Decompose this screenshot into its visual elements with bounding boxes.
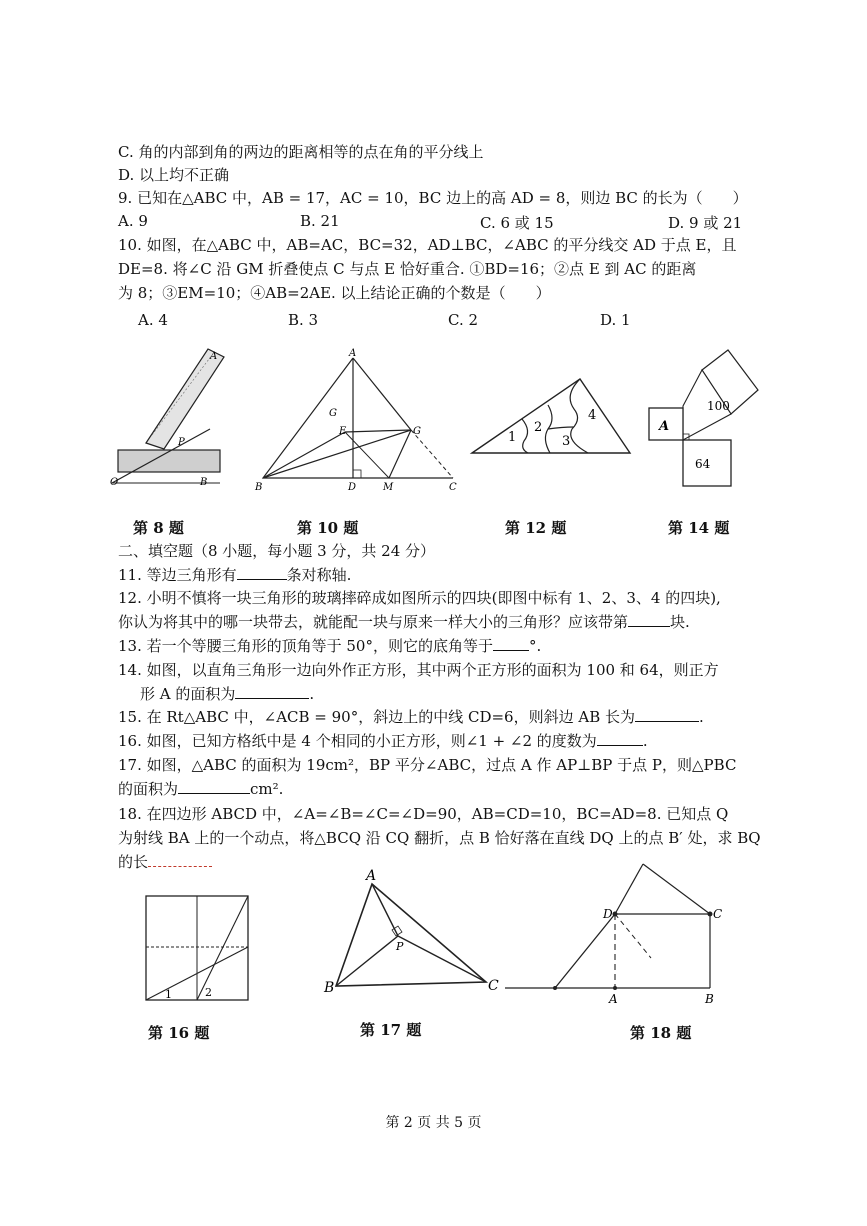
fig8-label-o: O	[110, 477, 119, 488]
fig10-label-e: E	[339, 426, 347, 437]
question-14-line1: 14. 如图，以直角三角形一边向外作正方形，其中两个正方形的面积为 100 和 64，则正方	[118, 661, 719, 679]
fig16-label-2: 2	[205, 986, 212, 999]
figure-14	[645, 350, 760, 490]
fig10-label-g-left: G	[329, 408, 337, 419]
fig12-label-1: 1	[508, 430, 517, 445]
q18-text: 的长	[118, 853, 149, 871]
fig18-label-d: D	[603, 907, 613, 921]
fig17-label-a: A	[366, 868, 377, 884]
fig8-label-p: P	[178, 437, 185, 448]
q10-option-c: C. 2	[448, 311, 479, 329]
q12-answer-blank[interactable]	[628, 612, 670, 627]
figure-10	[253, 350, 463, 495]
section-2-heading: 二、填空题（8 小题，每小题 3 分，共 24 分）	[118, 542, 436, 560]
caption-fig17: 第 17 题	[360, 1021, 422, 1039]
figure-18	[505, 860, 730, 1008]
q8-option-c: C. 角的内部到角的两边的距离相等的点在角的平分线上	[118, 143, 484, 161]
fig12-label-2: 2	[534, 420, 543, 435]
q17-text-a: 的面积为	[118, 780, 179, 798]
fig14-label-64: 64	[695, 457, 711, 471]
q14-text-a: 形 A 的面积为	[140, 685, 236, 703]
fig18-label-b: B	[705, 992, 714, 1006]
question-17-line1: 17. 如图，△ABC 的面积为 19cm²，BP 平分∠ABC，过点 A 作 AP⊥BP 于点 P，则△PBC	[118, 756, 737, 774]
fig10-label-g: G	[413, 426, 421, 437]
q9-option-a: A. 9	[118, 212, 148, 230]
fig14-label-a: A	[659, 419, 670, 434]
fig12-label-3: 3	[562, 434, 571, 449]
q16-text-a: 16. 如图，已知方格纸中是 4 个相同的小正方形，则∠1 + ∠2 的度数为	[118, 732, 597, 750]
caption-fig14: 第 14 题	[668, 519, 730, 537]
q9-option-d: D. 9 或 21	[668, 214, 743, 232]
figure-8	[112, 345, 222, 490]
caption-fig8: 第 8 题	[133, 519, 184, 537]
q12-text-a: 你认为将其中的哪一块带去，就能配一块与原来一样大小的三角形？应该带第	[118, 613, 629, 631]
fig16-label-1: 1	[165, 988, 172, 1001]
q18-answer-blank[interactable]	[148, 852, 212, 867]
q15-text-a: 15. 在 Rt△ABC 中，∠ACB = 90°，斜边上的中线 CD=6，则斜边 AB 长为	[118, 708, 635, 726]
question-10-line3: 为 8；③EM=10；④AB=2AE. 以上结论正确的个数是（ ）	[118, 284, 551, 302]
q13-text-a: 13. 若一个等腰三角形的顶角等于 50°，则它的底角等于	[118, 637, 493, 655]
question-10-line1: 10. 如图，在△ABC 中，AB=AC，BC=32，AD⊥BC，∠ABC 的平分线交 AD 于点 E，且	[118, 236, 737, 254]
q9-option-c: C. 6 或 15	[480, 214, 554, 232]
fig8-label-b: B	[200, 477, 208, 488]
caption-fig18: 第 18 题	[630, 1024, 692, 1042]
q8-option-d: D. 以上均不正确	[118, 166, 230, 184]
fig18-label-a: A	[609, 992, 618, 1006]
question-18-line3	[118, 852, 212, 872]
fig17-label-b: B	[324, 980, 335, 996]
q17-text-b: cm².	[250, 780, 284, 798]
caption-fig16: 第 16 题	[148, 1024, 210, 1042]
q10-option-a: A. 4	[138, 311, 168, 329]
q11-answer-blank[interactable]	[237, 565, 287, 580]
caption-fig10: 第 10 题	[297, 519, 359, 537]
fig8-label-a: A	[210, 351, 218, 362]
fig18-label-c: C	[713, 907, 723, 921]
q14-text-b: .	[309, 685, 315, 703]
q16-answer-blank[interactable]	[597, 731, 643, 746]
q11-text-b: 条对称轴.	[286, 566, 352, 584]
question-12-line2	[118, 612, 690, 632]
q15-answer-blank[interactable]	[635, 707, 699, 722]
figure-12	[470, 375, 632, 460]
fig10-label-b: B	[255, 482, 263, 493]
fig14-label-100: 100	[707, 399, 730, 413]
fig10-label-d: D	[348, 482, 357, 493]
fig10-label-a: A	[349, 348, 357, 359]
q13-answer-blank[interactable]	[493, 636, 529, 651]
q11-text-a: 11. 等边三角形有	[118, 566, 237, 584]
q10-option-b: B. 3	[288, 311, 319, 329]
question-18-line2: 为射线 BA 上的一个动点，将△BCQ 沿 CQ 翻折，点 B 恰好落在直线 DQ 上的点 B′ 处，求 BQ	[118, 829, 761, 847]
q16-text-b: .	[642, 732, 648, 750]
q17-answer-blank[interactable]	[178, 779, 250, 794]
fig17-label-p: P	[396, 940, 404, 953]
page-footer: 第 2 页 共 5 页	[385, 1115, 482, 1131]
question-17-line2	[118, 779, 283, 799]
q9-option-b: B. 21	[300, 212, 340, 230]
figure-17	[322, 870, 507, 998]
question-16	[118, 731, 648, 751]
question-12-line1: 12. 小明不慎将一块三角形的玻璃摔碎成如图所示的四块(即图中标有 1、2、3、4 的四块),	[118, 589, 721, 607]
q10-option-d: D. 1	[600, 311, 631, 329]
caption-fig12: 第 12 题	[505, 519, 567, 537]
fig17-label-c: C	[488, 978, 499, 994]
fig10-label-c: C	[449, 482, 457, 493]
fig12-label-4: 4	[588, 408, 597, 423]
question-13	[118, 636, 541, 656]
q14-answer-blank[interactable]	[235, 684, 309, 699]
question-14-line2	[140, 684, 314, 704]
question-11	[118, 565, 351, 585]
figure-16	[145, 895, 251, 1003]
question-9: 9. 已知在△ABC 中，AB = 17，AC = 10，BC 边上的高 AD = 8，则边 BC 的长为（ ）	[118, 189, 748, 207]
fig10-label-m: M	[383, 482, 394, 493]
question-10-line2: DE=8. 将∠C 沿 GM 折叠使点 C 与点 E 恰好重合. ①BD=16；②点 E 到 AC 的距离	[118, 260, 697, 278]
q15-text-b: .	[699, 708, 704, 726]
q12-text-b: 块.	[670, 613, 690, 631]
question-15	[118, 707, 704, 727]
q13-text-b: °.	[528, 637, 542, 655]
question-18-line1: 18. 在四边形 ABCD 中，∠A=∠B=∠C=∠D=90，AB=CD=10，BC=AD=8. 已知点 Q	[118, 805, 729, 823]
